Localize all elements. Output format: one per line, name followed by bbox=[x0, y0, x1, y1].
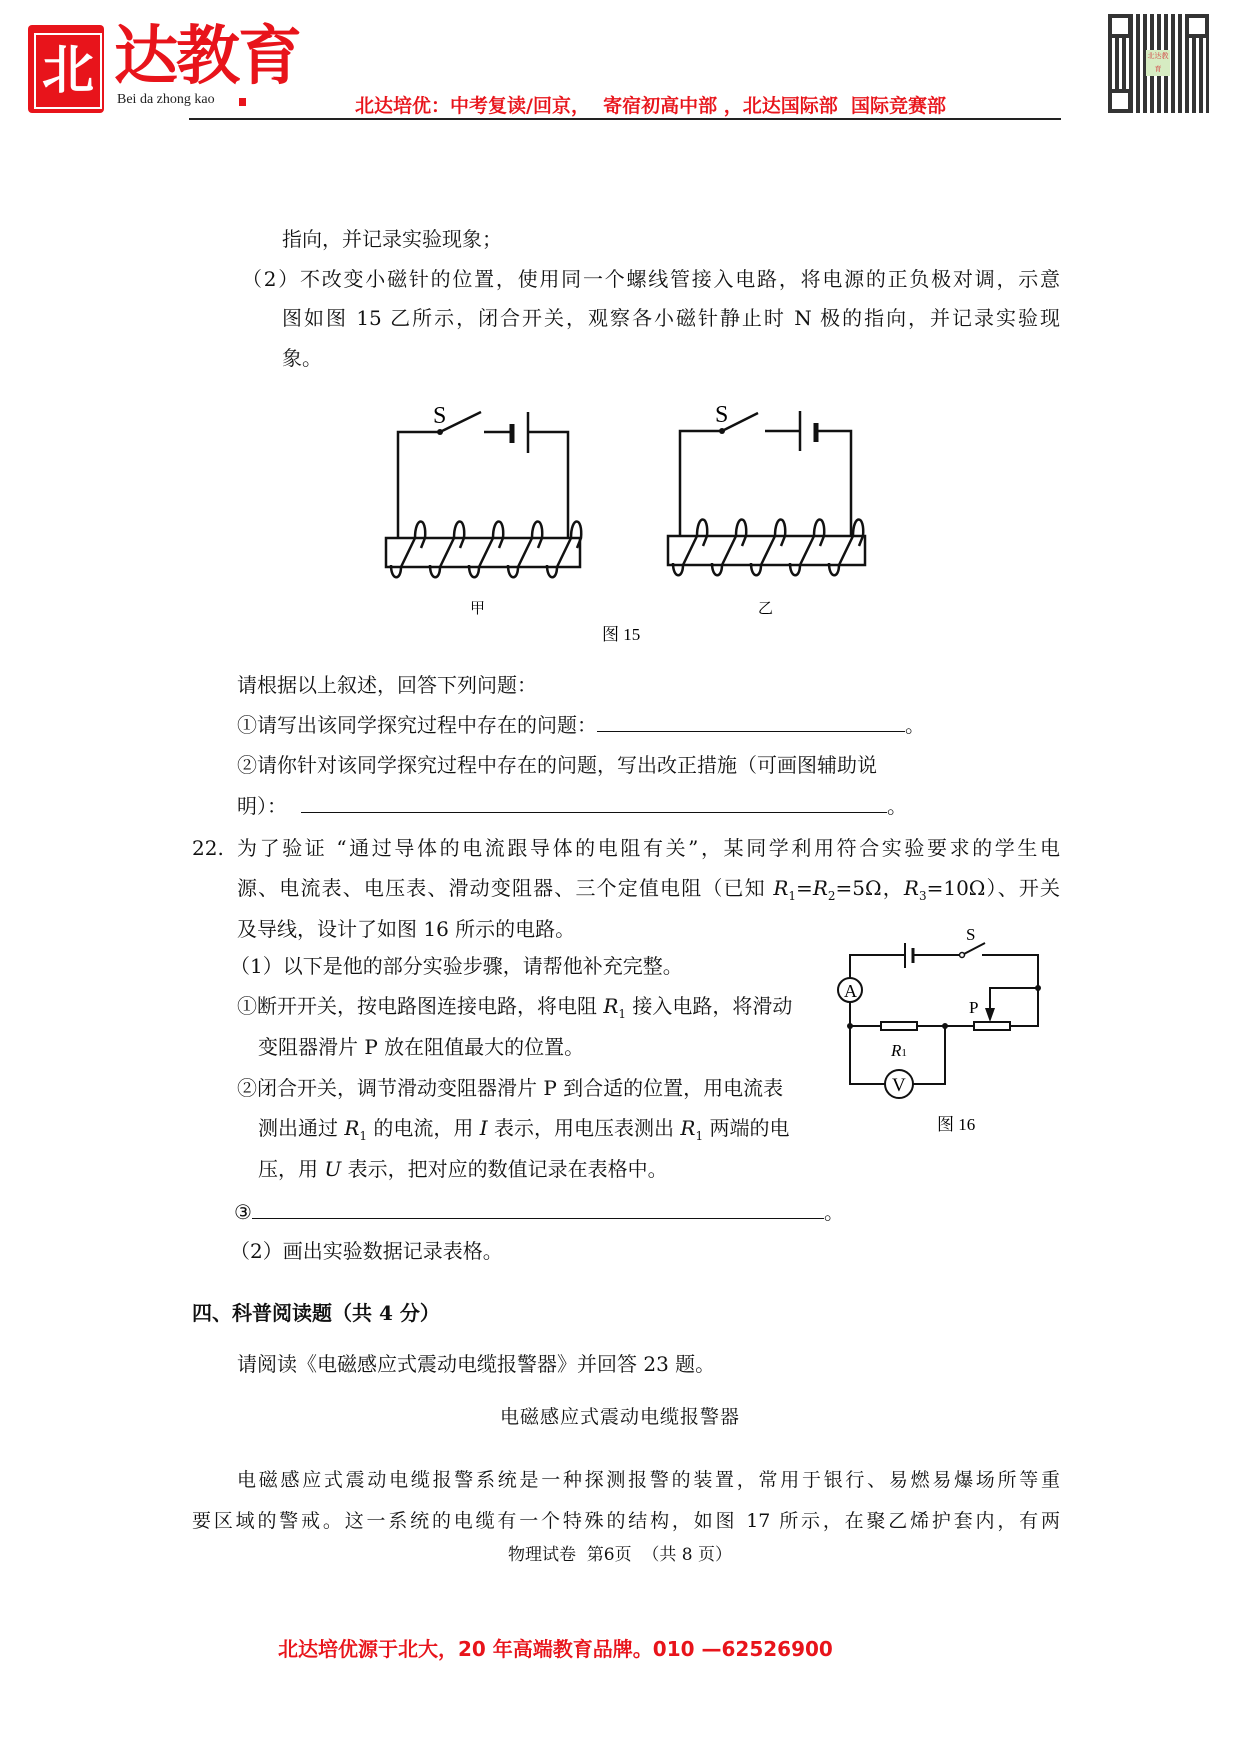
ammeter-label: A bbox=[844, 981, 857, 1001]
text-line: （2）画出实验数据记录表格。 bbox=[230, 1239, 503, 1263]
text-line: 图如图 15 乙所示，闭合开关，观察各小磁针静止时 N 极的指向，并记录实验现 bbox=[282, 306, 1060, 330]
answer-blank[interactable] bbox=[301, 794, 887, 813]
text-line: ①断开开关，按电路图连接电路，将电阻 $R_1$ 接入电路，将滑动 bbox=[237, 994, 793, 1021]
figure-16 bbox=[820, 920, 1080, 1140]
text-line: 源、电流表、电压表、滑动变阻器、三个定值电阻（已知 $R_1=R_2=5\Omega$，$R_3=10\Omega$）、开关 bbox=[237, 876, 1060, 903]
voltmeter-label: V bbox=[892, 1075, 906, 1096]
qr-center-label: 北达教育 bbox=[1146, 50, 1170, 76]
switch-pivot bbox=[437, 429, 443, 435]
coil-turn bbox=[751, 520, 785, 576]
question-2-text: 明）： bbox=[237, 794, 287, 818]
coil-turn bbox=[391, 522, 425, 578]
logo-text: 达教育 bbox=[114, 19, 300, 94]
switch-label: S bbox=[433, 403, 447, 429]
solenoid-core bbox=[386, 538, 580, 567]
section-heading: 四、科普阅读题（共 4 分） bbox=[192, 1301, 440, 1325]
wire bbox=[528, 432, 568, 537]
text-line: 压，用 U 表示，把对应的数值记录在表格中。 bbox=[258, 1157, 668, 1181]
text-line: 变阻器滑片 P 放在阻值最大的位置。 bbox=[258, 1035, 585, 1059]
question-1-text: ①请写出该同学探究过程中存在的问题： bbox=[237, 713, 597, 737]
text-line: （1）以下是他的部分实验步骤，请帮他补充完整。 bbox=[230, 954, 683, 978]
text-line: 请阅读《电磁感应式震动电缆报警器》并回答 23 题。 bbox=[237, 1352, 716, 1376]
slider-wire bbox=[990, 988, 1038, 1008]
header-slogan: 北达培优：中考复读/回京， 寄宿初高中部 ，北达国际部 国际竞赛部 bbox=[355, 95, 947, 117]
switch-label: S bbox=[715, 402, 729, 428]
logo-char: 北 bbox=[34, 33, 102, 109]
coil-turn bbox=[673, 520, 707, 576]
footer-ad: 北达培优源于北大，20 年高端教育品牌。010 —62526900 bbox=[278, 1637, 833, 1661]
step-3: ③ 。 bbox=[234, 1200, 844, 1224]
wire bbox=[850, 1002, 885, 1084]
switch-pivot bbox=[960, 953, 965, 958]
question-2-cont bbox=[237, 793, 907, 819]
figure-15 bbox=[0, 0, 1240, 680]
paragraph-line: 要区域的警戒。这一系统的电缆有一个特殊的结构，如图 17 所示，在聚乙烯护套内，有两 bbox=[192, 1510, 1060, 1532]
text-line: ②闭合开关，调节滑动变阻器滑片 P 到合适的位置，用电流表 bbox=[237, 1076, 784, 1100]
text-line: 及导线，设计了如图 16 所示的电路。 bbox=[237, 917, 576, 941]
figure-caption: 图 15 bbox=[602, 625, 641, 644]
logo-subtitle: Bei da zhong kao bbox=[117, 92, 215, 107]
resistor-label: R1 bbox=[891, 1041, 907, 1060]
figure-caption: 图 16 bbox=[937, 1115, 976, 1134]
wire bbox=[913, 1026, 945, 1084]
page-footer: 物理试卷 第6页 （共 8 页） bbox=[507, 1545, 733, 1565]
question-intro: 请根据以上叙述，回答下列问题： bbox=[237, 673, 537, 697]
coil-turn bbox=[508, 522, 542, 578]
coil-turn bbox=[430, 522, 464, 578]
junction bbox=[1035, 985, 1041, 991]
text-line: （2）不改变小磁针的位置，使用同一个螺线管接入电路，将电源的正负极对调，示意 bbox=[242, 267, 1060, 291]
text-line: 指向，并记录实验现象； bbox=[282, 227, 502, 251]
paragraph-line: 电磁感应式震动电缆报警系统是一种探测报警的装置，常用于银行、易燃易爆场所等重 bbox=[237, 1469, 1060, 1491]
slider-label: P bbox=[969, 998, 979, 1017]
text-line: 象。 bbox=[282, 346, 322, 370]
question-number: 22. bbox=[192, 836, 224, 860]
punct: 。 bbox=[905, 713, 925, 737]
question-1 bbox=[237, 712, 925, 738]
resistor-r1 bbox=[881, 1022, 917, 1030]
switch-blade bbox=[962, 943, 985, 955]
answer-blank[interactable] bbox=[252, 1200, 824, 1219]
text-line: 为了验证 “通过导体的电流跟导体的电阻有关”，某同学利用符合实验要求的学生电 bbox=[237, 836, 1060, 860]
question-2: ②请你针对该同学探究过程中存在的问题，写出改正措施（可画图辅助说 bbox=[237, 753, 877, 777]
figure-label-right: 乙 bbox=[758, 601, 774, 617]
coil-turn bbox=[469, 522, 503, 578]
rheostat bbox=[974, 1022, 1010, 1030]
slider-arrow bbox=[985, 1008, 995, 1022]
switch-pivot bbox=[719, 428, 725, 434]
solenoid-core bbox=[668, 536, 865, 565]
wire bbox=[850, 955, 905, 978]
coil-turn bbox=[547, 522, 581, 578]
article-title: 电磁感应式震动电缆报警器 bbox=[499, 1406, 740, 1428]
junction bbox=[942, 1023, 948, 1029]
coil-turn bbox=[829, 520, 863, 576]
figure-label-left: 甲 bbox=[470, 601, 486, 617]
punct: 。 bbox=[887, 794, 907, 818]
coil-turn bbox=[712, 520, 746, 576]
switch-label: S bbox=[966, 925, 976, 944]
answer-blank[interactable] bbox=[597, 713, 905, 732]
text-line: 测出通过 $R_1$ 的电流，用 I 表示，用电压表测出 $R_1$ 两端的电 bbox=[258, 1116, 790, 1143]
coil-turn bbox=[790, 520, 824, 576]
junction bbox=[847, 1023, 853, 1029]
